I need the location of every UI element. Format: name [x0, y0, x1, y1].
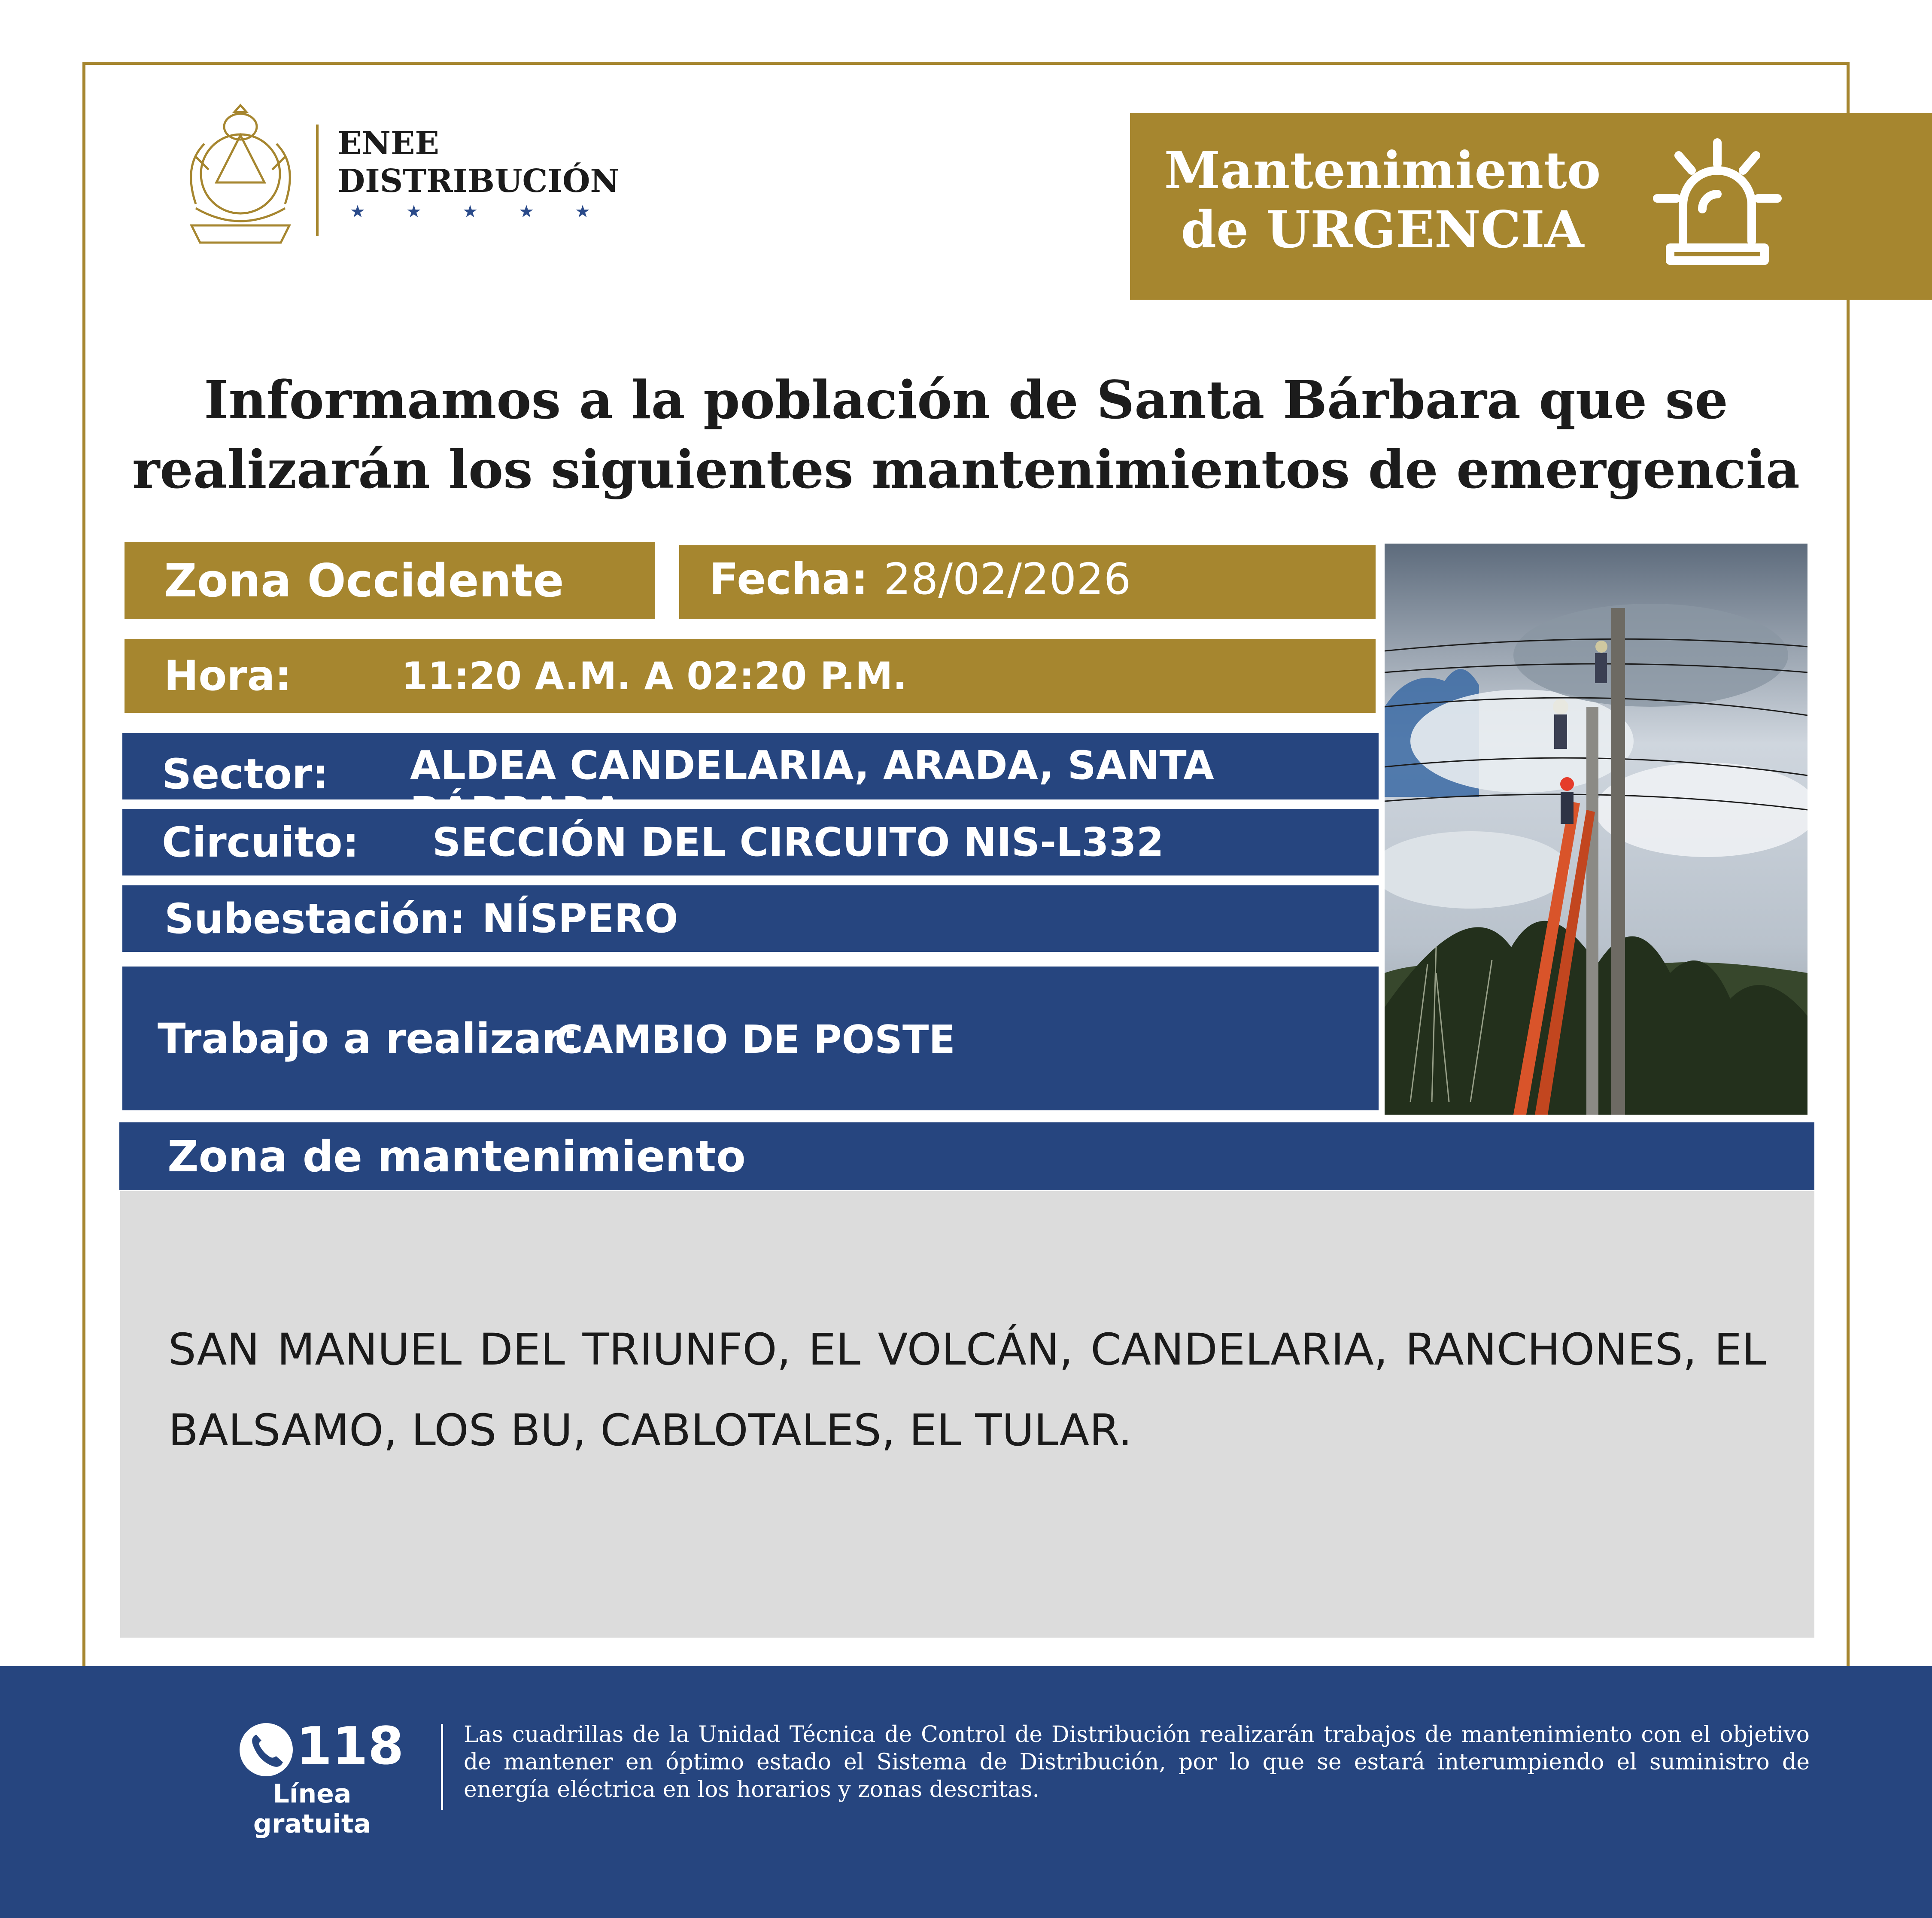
- phone-icon: [238, 1722, 294, 1778]
- subestacion-label: Subestación:: [164, 894, 466, 943]
- zona-bar: [125, 542, 655, 619]
- fecha-bar: [679, 545, 1376, 619]
- fecha-label: Fecha:: [709, 554, 869, 604]
- brand-line-1: ENEE: [337, 125, 439, 162]
- zona-mantenimiento-text: SAN MANUEL DEL TRIUNFO, EL VOLCÁN, CANDELARIA, RANCHONES, EL BALSAMO, LOS BU, CABLOTALES, EL TULAR.: [168, 1324, 1766, 1456]
- trabajo-bar: [122, 967, 1379, 1110]
- hora-label: Hora:: [164, 652, 292, 700]
- headline: [129, 365, 1803, 504]
- zona-mantenimiento-title: Zona de mantenimiento: [167, 1131, 746, 1182]
- trabajo-label: Trabajo a realizar:: [158, 1014, 579, 1063]
- star-icon: ★: [575, 202, 590, 222]
- zona-mantenimiento-header: [119, 1122, 1814, 1190]
- hora-value: 11:20 A.M. A 02:20 P.M.: [401, 654, 907, 698]
- circuito-bar: [122, 809, 1379, 875]
- brand-name: [337, 125, 619, 200]
- hora-bar: [125, 639, 1376, 713]
- brand-divider: [316, 125, 319, 236]
- zona-label: Zona Occidente: [164, 554, 564, 607]
- sector-label: Sector:: [162, 750, 329, 798]
- coat-of-arms-icon: [179, 97, 302, 251]
- headline-line-1: Informamos a la población de Santa Bárbara que se: [204, 369, 1728, 431]
- headline-line-2: realizarán los siguientes mantenimientos de emergencia: [132, 438, 1800, 500]
- sector-bar: [122, 733, 1379, 799]
- footer-divider: [441, 1724, 443, 1810]
- badge-line-1: Mantenimiento: [1164, 140, 1601, 200]
- siren-icon: [1644, 134, 1790, 271]
- sector-value: ALDEA CANDELARIA, ARADA, SANTA: [410, 742, 1214, 788]
- subestacion-value: NÍSPERO: [482, 896, 678, 942]
- urgent-badge-text: [1159, 141, 1606, 259]
- trabajo-value: CAMBIO DE POSTE: [555, 1017, 955, 1062]
- star-icon: ★: [350, 202, 365, 222]
- footer-text: Las cuadrillas de la Unidad Técnica de Control de Distribución realizarán trabajos de mantenimiento con el objetivo de mantener en óptimo estado el Sistema de Distribución, por lo que se estará interumpiendo el suministro de energía eléctrica en los horarios y zonas descritas.: [464, 1722, 1810, 1802]
- brand-stars: [350, 202, 590, 222]
- subestacion-bar: [122, 885, 1379, 952]
- star-icon: ★: [406, 202, 422, 222]
- fecha-value: 28/02/2026: [884, 554, 1131, 604]
- circuito-value: SECCIÓN DEL CIRCUITO NIS-L332: [432, 819, 1164, 865]
- phone-label: Línea gratuita: [253, 1779, 371, 1839]
- phone-number: 118: [296, 1717, 404, 1776]
- badge-line-2: de URGENCIA: [1181, 200, 1584, 259]
- star-icon: ★: [462, 202, 478, 222]
- circuito-label: Circuito:: [162, 818, 359, 866]
- brand-line-2: DISTRIBUCIÓN: [337, 163, 620, 200]
- star-icon: ★: [519, 202, 534, 222]
- utility-pole-photo: [1385, 544, 1807, 1115]
